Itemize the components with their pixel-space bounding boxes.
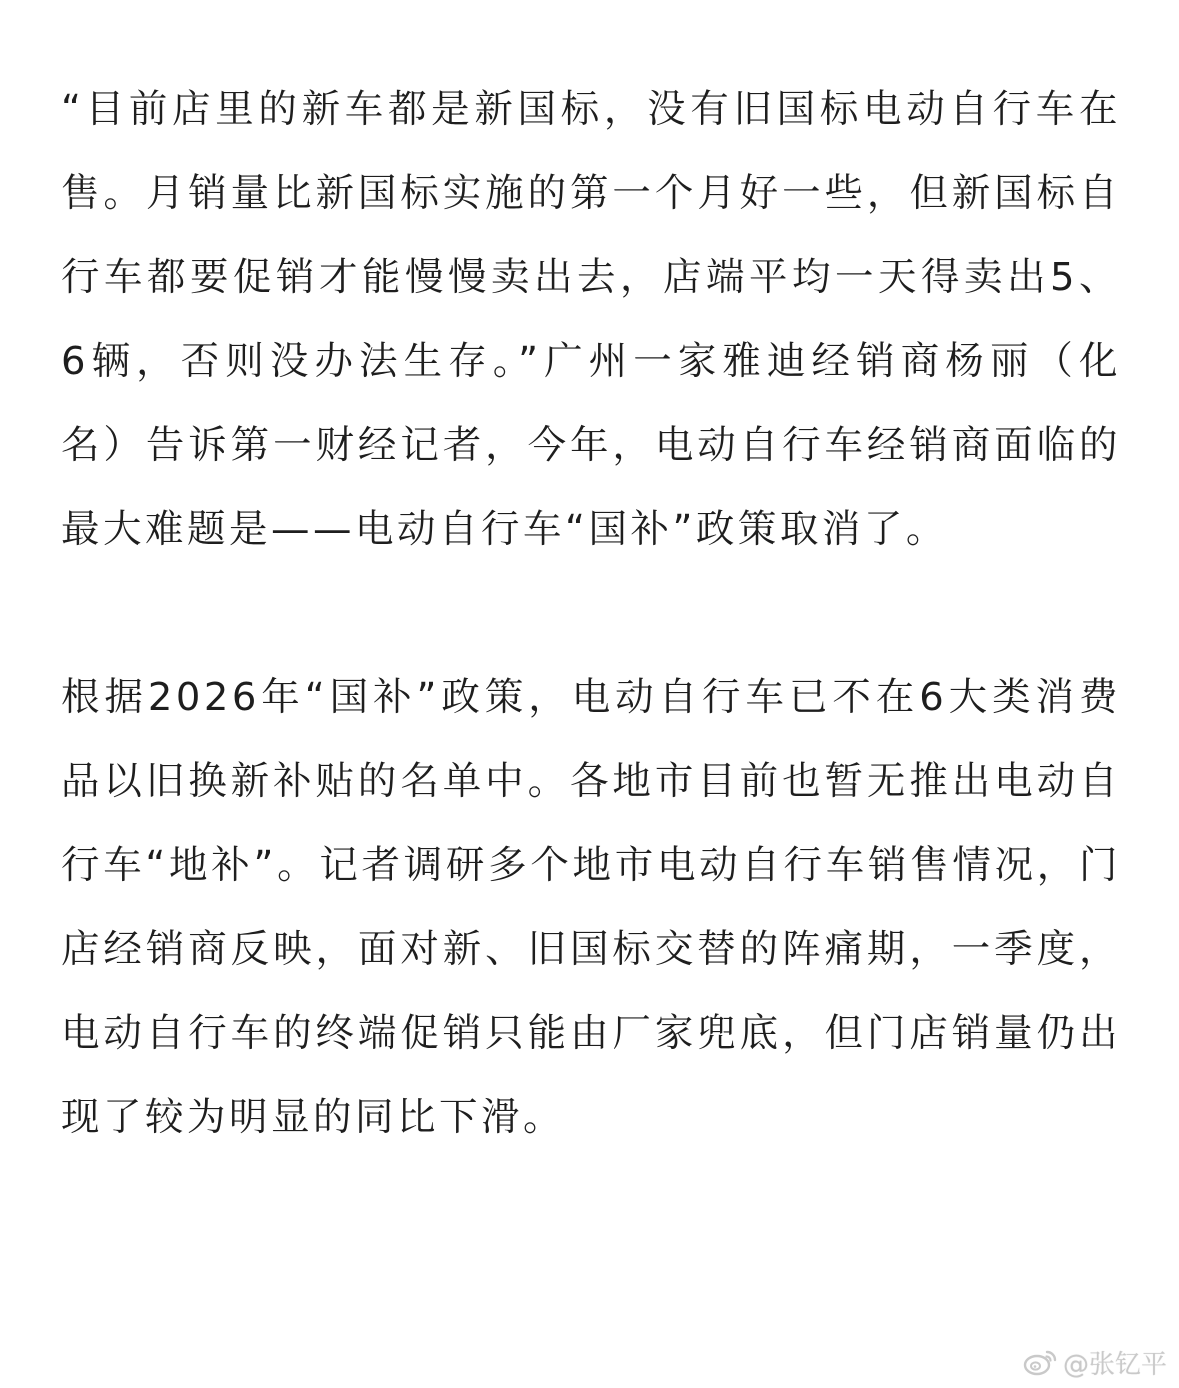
paragraph-1: “目前店里的新车都是新国标，没有旧国标电动自行车在售。月销量比新国标实施的第一个月好一些，但新国标自行车都要促销才能慢慢卖出去，店端平均一天得卖出5、6辆，否则没办法生存。”广州一家雅迪经销商杨丽（化名）告诉第一财经记者，今年，电动自行车经销商面临的最大难题是——电动自行车“国补”政策取消了。 xyxy=(61,87,1121,552)
watermark-text: @张钇平 xyxy=(1062,1349,1167,1380)
paragraph-2: 根据2026年“国补”政策，电动自行车已不在6大类消费品以旧换新补贴的名单中。各地市目前也暂无推出电动自行车“地补”。记者调研多个地市电动自行车销售情况，门店经销商反映，面对新、旧国标交替的阵痛期，一季度，电动自行车的终端促销只能由厂家兜底，但门店销量仍出现了较为明显的同比下滑。 xyxy=(61,675,1121,1140)
weibo-watermark xyxy=(1023,1344,1167,1380)
weibo-logo-icon xyxy=(1023,1348,1057,1376)
article-body xyxy=(61,68,1121,1160)
